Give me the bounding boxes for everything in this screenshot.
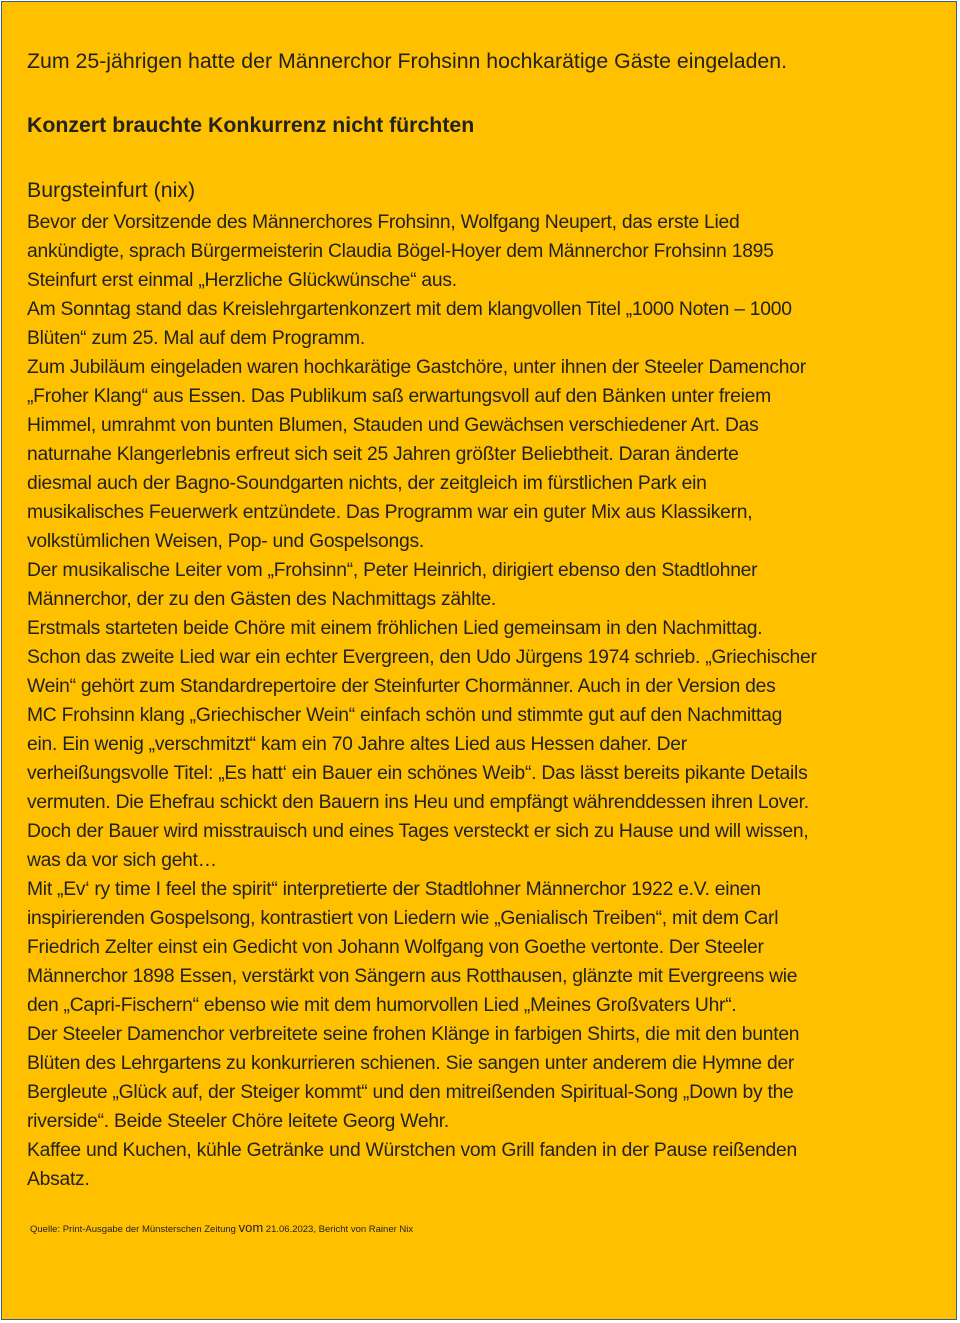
body-line: diesmal auch der Bagno-Soundgarten nichts, der zeitgleich im fürstlichen Park ein [27, 473, 707, 494]
body-line: Erstmals starteten beide Chöre mit einem fröhlichen Lied gemeinsam in den Nachmittag. [27, 618, 763, 639]
body-line: musikalisches Feuerwerk entzündete. Das Programm war ein guter Mix aus Klassikern, [27, 502, 753, 523]
body-line: Der Steeler Damenchor verbreitete seine frohen Klänge in farbigen Shirts, die mit den bunten [27, 1024, 800, 1045]
intro-text: Zum 25-jährigen hatte der Männerchor Frohsinn hochkarätige Gäste eingeladen. [27, 49, 788, 73]
body-line: Mit „Ev‘ ry time I feel the spirit“ interpretierte der Stadtlohner Männerchor 1922 e.V. einen [27, 879, 761, 900]
body-line: Absatz. [27, 1169, 90, 1190]
body-line: was da vor sich geht… [27, 850, 217, 871]
article-page [1, 1, 957, 1320]
body-line: Bevor der Vorsitzende des Männerchores Frohsinn, Wolfgang Neupert, das erste Lied [27, 212, 740, 233]
body-line: Blüten des Lehrgartens zu konkurrieren schienen. Sie sangen unter anderem die Hymne der [27, 1053, 795, 1074]
body-line: Schon das zweite Lied war ein echter Evergreen, den Udo Jürgens 1974 schrieb. „Griechischer [27, 647, 817, 668]
body-line: Männerchor 1898 Essen, verstärkt von Sängern aus Rotthausen, glänzte mit Evergreens wie [27, 966, 798, 987]
article-dateline: Burgsteinfurt (nix) [27, 178, 196, 202]
body-line: den „Capri-Fischern“ ebenso wie mit dem humorvollen Lied „Meines Großvaters Uhr“. [27, 995, 737, 1016]
body-line: MC Frohsinn klang „Griechischer Wein“ einfach schön und stimmte gut auf den Nachmittag [27, 705, 783, 726]
body-line: ankündigte, sprach Bürgermeisterin Claudia Bögel-Hoyer dem Männerchor Frohsinn 1895 [27, 241, 774, 262]
body-line: verheißungsvolle Titel: „Es hatt‘ ein Bauer ein schönes Weib“. Das lässt bereits pikante Details [27, 763, 808, 784]
body-line: Männerchor, der zu den Gästen des Nachmittags zählte. [27, 589, 497, 610]
body-line: Bergleute „Glück auf, der Steiger kommt“ und den mitreißenden Spiritual-Song „Down by the [27, 1082, 794, 1103]
body-line: Wein“ gehört zum Standardrepertoire der Steinfurter Chormänner. Auch in der Version des [27, 676, 776, 697]
body-line: Der musikalische Leiter vom „Frohsinn“, Peter Heinrich, dirigiert ebenso den Stadtlohner [27, 560, 758, 581]
body-line: riverside“. Beide Steeler Chöre leitete Georg Wehr. [27, 1111, 450, 1132]
source-prefix: Quelle: Print-Ausgabe der Münsterschen Zeitung [30, 1224, 239, 1235]
body-line: vermuten. Die Ehefrau schickt den Bauern ins Heu und empfängt währenddessen ihren Lover. [27, 792, 809, 813]
body-line: Am Sonntag stand das Kreislehrgartenkonzert mit dem klangvollen Titel „1000 Noten – 1000 [27, 299, 792, 320]
article-body [27, 208, 942, 1194]
source-vom: vom [238, 1220, 264, 1235]
body-line: inspirierenden Gospelsong, kontrastiert von Liedern wie „Genialisch Treiben“, mit dem Carl [27, 908, 779, 929]
body-line: Blüten“ zum 25. Mal auf dem Programm. [27, 328, 365, 349]
body-line: Friedrich Zelter einst ein Gedicht von Johann Wolfgang von Goethe vertonte. Der Steeler [27, 937, 764, 958]
article-headline: Konzert brauchte Konkurrenz nicht fürchten [27, 113, 475, 137]
body-line: Himmel, umrahmt von bunten Blumen, Stauden und Gewächsen verschiedener Art. Das [27, 415, 759, 436]
body-line: Zum Jubiläum eingeladen waren hochkarätige Gastchöre, unter ihnen der Steeler Damenchor [27, 357, 806, 378]
body-line: volkstümlichen Weisen, Pop- und Gospelsongs. [27, 531, 424, 552]
body-line: Kaffee und Kuchen, kühle Getränke und Würstchen vom Grill fanden in der Pause reißenden [27, 1140, 797, 1161]
body-line: naturnahe Klangerlebnis erfreut sich seit 25 Jahren größter Beliebtheit. Daran änderte [27, 444, 739, 465]
body-line: ein. Ein wenig „verschmitzt“ kam ein 70 Jahre altes Lied aus Hessen daher. Der [27, 734, 687, 755]
body-line: Doch der Bauer wird misstrauisch und eines Tages versteckt er sich zu Hause und will wissen, [27, 821, 809, 842]
source-note [30, 1220, 413, 1235]
body-line: Steinfurt erst einmal „Herzliche Glückwünsche“ aus. [27, 270, 457, 291]
source-suffix: 21.06.2023, Bericht von Rainer Nix [263, 1224, 414, 1235]
body-line: „Froher Klang“ aus Essen. Das Publikum saß erwartungsvoll auf den Bänken unter freiem [27, 386, 771, 407]
